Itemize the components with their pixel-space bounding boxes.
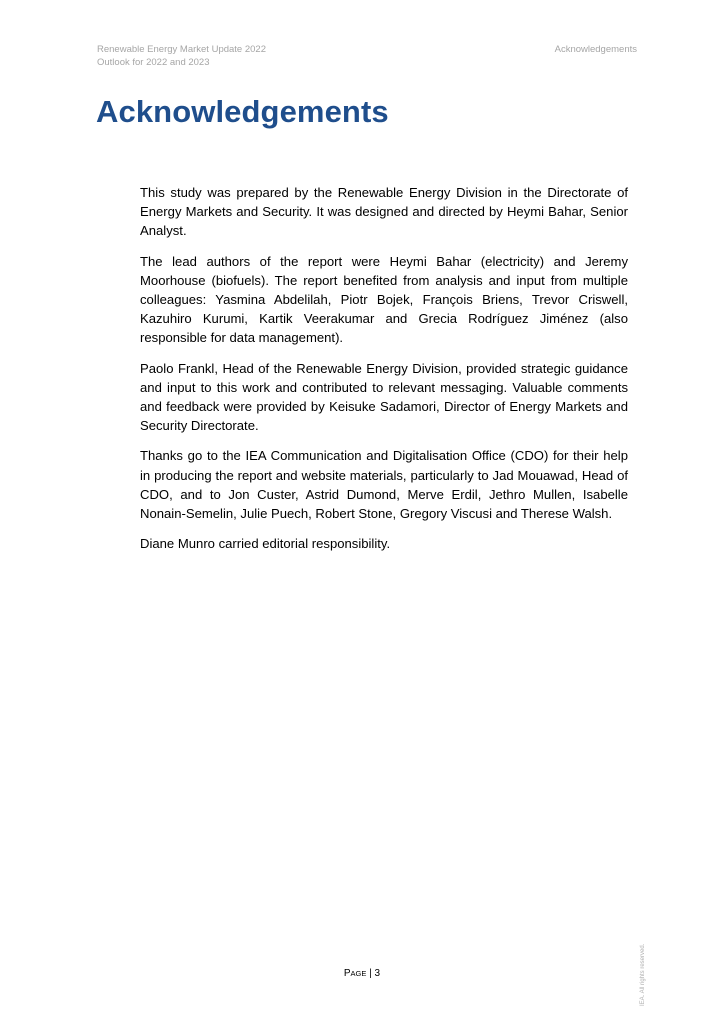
report-subtitle: Outlook for 2022 and 2023 — [97, 57, 210, 68]
page-title: Acknowledgements — [96, 94, 389, 129]
page-label-rest: AGE — [350, 969, 367, 978]
page-footer — [0, 968, 724, 979]
report-title: Renewable Energy Market Update 2022 — [97, 44, 266, 55]
paragraph-guidance: Paolo Frankl, Head of the Renewable Energy Division, provided strategic guidance and input to this work and contributed to relevant messaging. Valuable comments and feedback were provided by Keisuke Sadamori, Director of Energy Markets and Security Directorate. — [140, 360, 628, 434]
paragraph-editorial: Diane Munro carried editorial responsibility. — [140, 536, 391, 552]
paragraph-lead-authors: The lead authors of the report were Heymi Bahar (electricity) and Jeremy Moorhouse (biofuels). The report benefited from analysis and input from multiple colleagues: Yasmina Abdelilah, Piotr Bojek, François Briens, Trevor Criswell, Kazuhiro Kurumi, Kartik Veerakumar and Grecia Rodríguez Jiménez (also responsible for data management). — [140, 253, 628, 346]
copyright-notice: IEA. All rights reserved. — [640, 943, 646, 1006]
page-label-initial: P — [343, 968, 351, 979]
paragraph-authorship: This study was prepared by the Renewable Energy Division in the Directorate of Energy Markets and Security. It was designed and directed by Heymi Bahar, Senior Analyst. — [140, 185, 628, 239]
running-header-section: Acknowledgements — [554, 44, 637, 55]
paragraph-cdo-thanks: Thanks go to the IEA Communication and Digitalisation Office (CDO) for their help in producing the report and website materials, particularly to Jad Mouawad, Head of CDO, and to Jon Custer, Astrid Dumond, Merve Erdil, Jethro Mullen, Isabelle Nonain-Semelin, Julie Puech, Robert Stone, Gregory Viscusi and Therese Walsh. — [140, 448, 628, 522]
page-number: 3 — [374, 968, 381, 979]
running-header-left — [97, 43, 266, 69]
acknowledgements-body — [140, 183, 628, 564]
page-separator: | — [366, 968, 375, 979]
